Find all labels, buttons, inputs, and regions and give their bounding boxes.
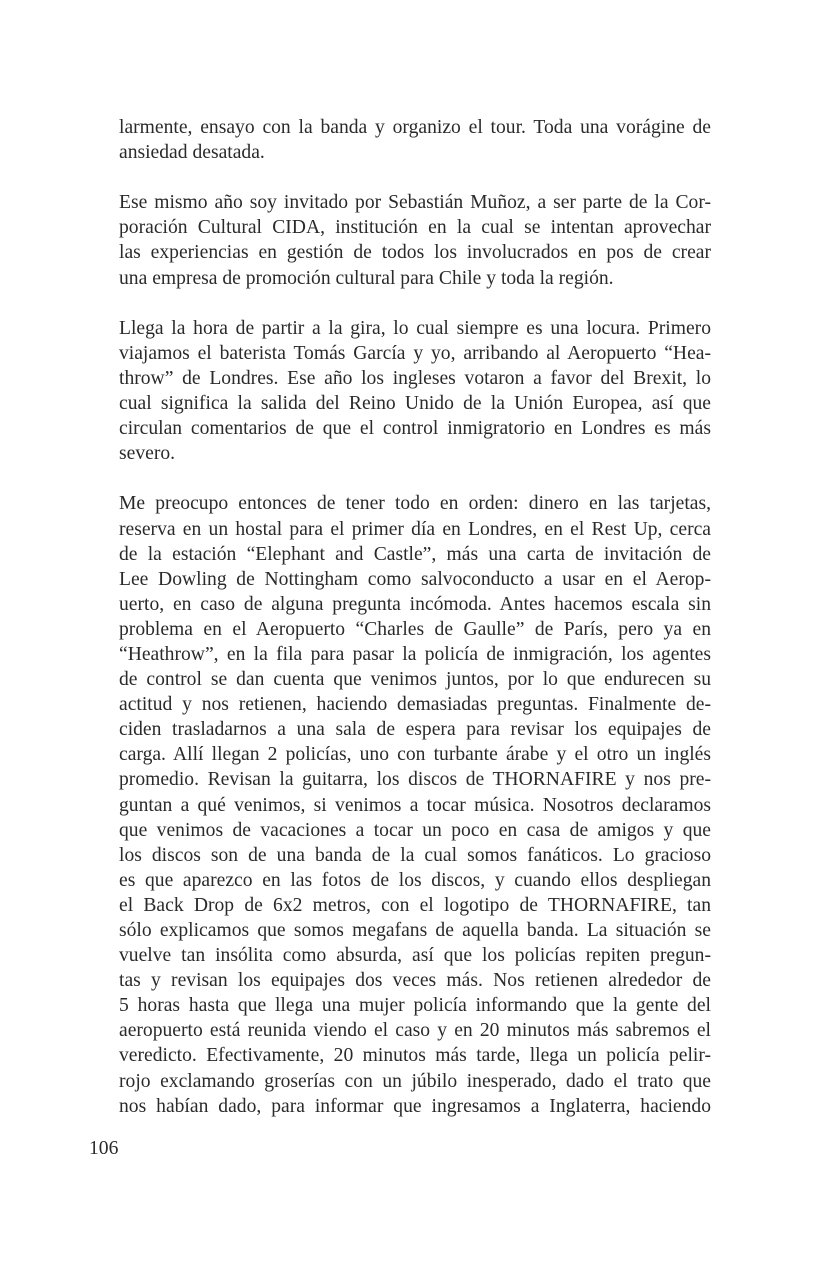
text-line: actitud y nos retienen, haciendo demasiadas preguntas. Finalmente de- (119, 694, 711, 716)
text-line: cual significa la salida del Reino Unido de la Unión Europea, así que (119, 393, 711, 415)
text-line: veredicto. Efectivamente, 20 minutos más tarde, llega un policía pelir- (119, 1045, 711, 1067)
text-line: aeropuerto está reunida viendo el caso y en 20 minutos más sabremos el (119, 1020, 711, 1042)
text-line: carga. Allí llegan 2 policías, uno con turbante árabe y el otro un inglés (119, 744, 711, 766)
text-line: que venimos de vacaciones a tocar un poco en casa de amigos y que (119, 819, 711, 841)
paragraph (119, 316, 711, 467)
text-line: circulan comentarios de que el control inmigratorio en Londres es más (119, 418, 711, 440)
text-line: Lee Dowling de Nottingham como salvoconducto a usar en el Aerop- (119, 568, 711, 590)
text-line: las experiencias en gestión de todos los involucrados en pos de crear (119, 242, 711, 264)
text-line: promedio. Revisan la guitarra, los discos de THORNAFIRE y nos pre- (119, 769, 711, 791)
page-number: 106 (89, 1138, 119, 1159)
text-line: uerto, en caso de alguna pregunta incómoda. Antes hacemos escala sin (119, 593, 711, 615)
text-line: nos habían dado, para informar que ingresamos a Inglaterra, haciendo (119, 1095, 711, 1117)
text-line: throw” de Londres. Ese año los ingleses votaron a favor del Brexit, lo (119, 367, 711, 389)
text-line: una empresa de promoción cultural para Chile y toda la región. (119, 267, 614, 289)
text-line: es que aparezco en las fotos de los discos, y cuando ellos despliegan (119, 869, 711, 891)
text-line: los discos son de una banda de la cual somos fanáticos. Lo gracioso (119, 844, 711, 866)
text-line: sólo explicamos que somos megafans de aquella banda. La situación se (119, 920, 711, 941)
text-line: de control se dan cuenta que venimos juntos, por lo que endurecen su (119, 669, 711, 691)
text-line: ansiedad desatada. (119, 142, 265, 164)
text-line: ciden trasladarnos a una sala de espera para revisar los equipajes de (119, 719, 711, 741)
text-line: severo. (119, 443, 176, 465)
text-line: poración Cultural CIDA, institución en la cual se intentan aprovechar (119, 217, 711, 239)
paragraph (119, 491, 711, 1118)
text-line: rojo exclamando groserías con un júbilo inesperado, dado el trato que (119, 1070, 711, 1092)
body-text (119, 115, 711, 1144)
text-line: vuelve tan insólita como absurda, así que los policías repiten pregun- (119, 945, 711, 967)
text-line: problema en el Aeropuerto “Charles de Gaulle” de París, pero ya en (119, 618, 711, 640)
paragraph (119, 115, 711, 165)
text-line: el Back Drop de 6x2 metros, con el logotipo de THORNAFIRE, tan (119, 894, 711, 916)
text-line: Ese mismo año soy invitado por Sebastián Muñoz, a ser parte de la Cor- (119, 192, 711, 214)
text-line: larmente, ensayo con la banda y organizo el tour. Toda una vorágine de (119, 117, 711, 138)
text-line: Me preocupo entonces de tener todo en orden: dinero en las tarjetas, (119, 493, 711, 515)
text-line: tas y revisan los equipajes dos veces más. Nos retienen alrededor de (119, 970, 711, 992)
text-line: de la estación “Elephant and Castle”, más una carta de invitación de (119, 543, 711, 565)
text-line: “Heathrow”, en la fila para pasar la policía de inmigración, los agentes (119, 643, 711, 665)
text-line: 5 horas hasta que llega una mujer policía informando que la gente del (119, 995, 711, 1017)
text-line: guntan a qué venimos, si venimos a tocar música. Nosotros declaramos (119, 794, 711, 816)
paragraph (119, 190, 711, 290)
text-line: viajamos el baterista Tomás García y yo, arribando al Aeropuerto “Hea- (119, 342, 711, 364)
text-line: reserva en un hostal para el primer día en Londres, en el Rest Up, cerca (119, 518, 711, 540)
text-line: Llega la hora de partir a la gira, lo cual siempre es una locura. Primero (119, 317, 711, 339)
